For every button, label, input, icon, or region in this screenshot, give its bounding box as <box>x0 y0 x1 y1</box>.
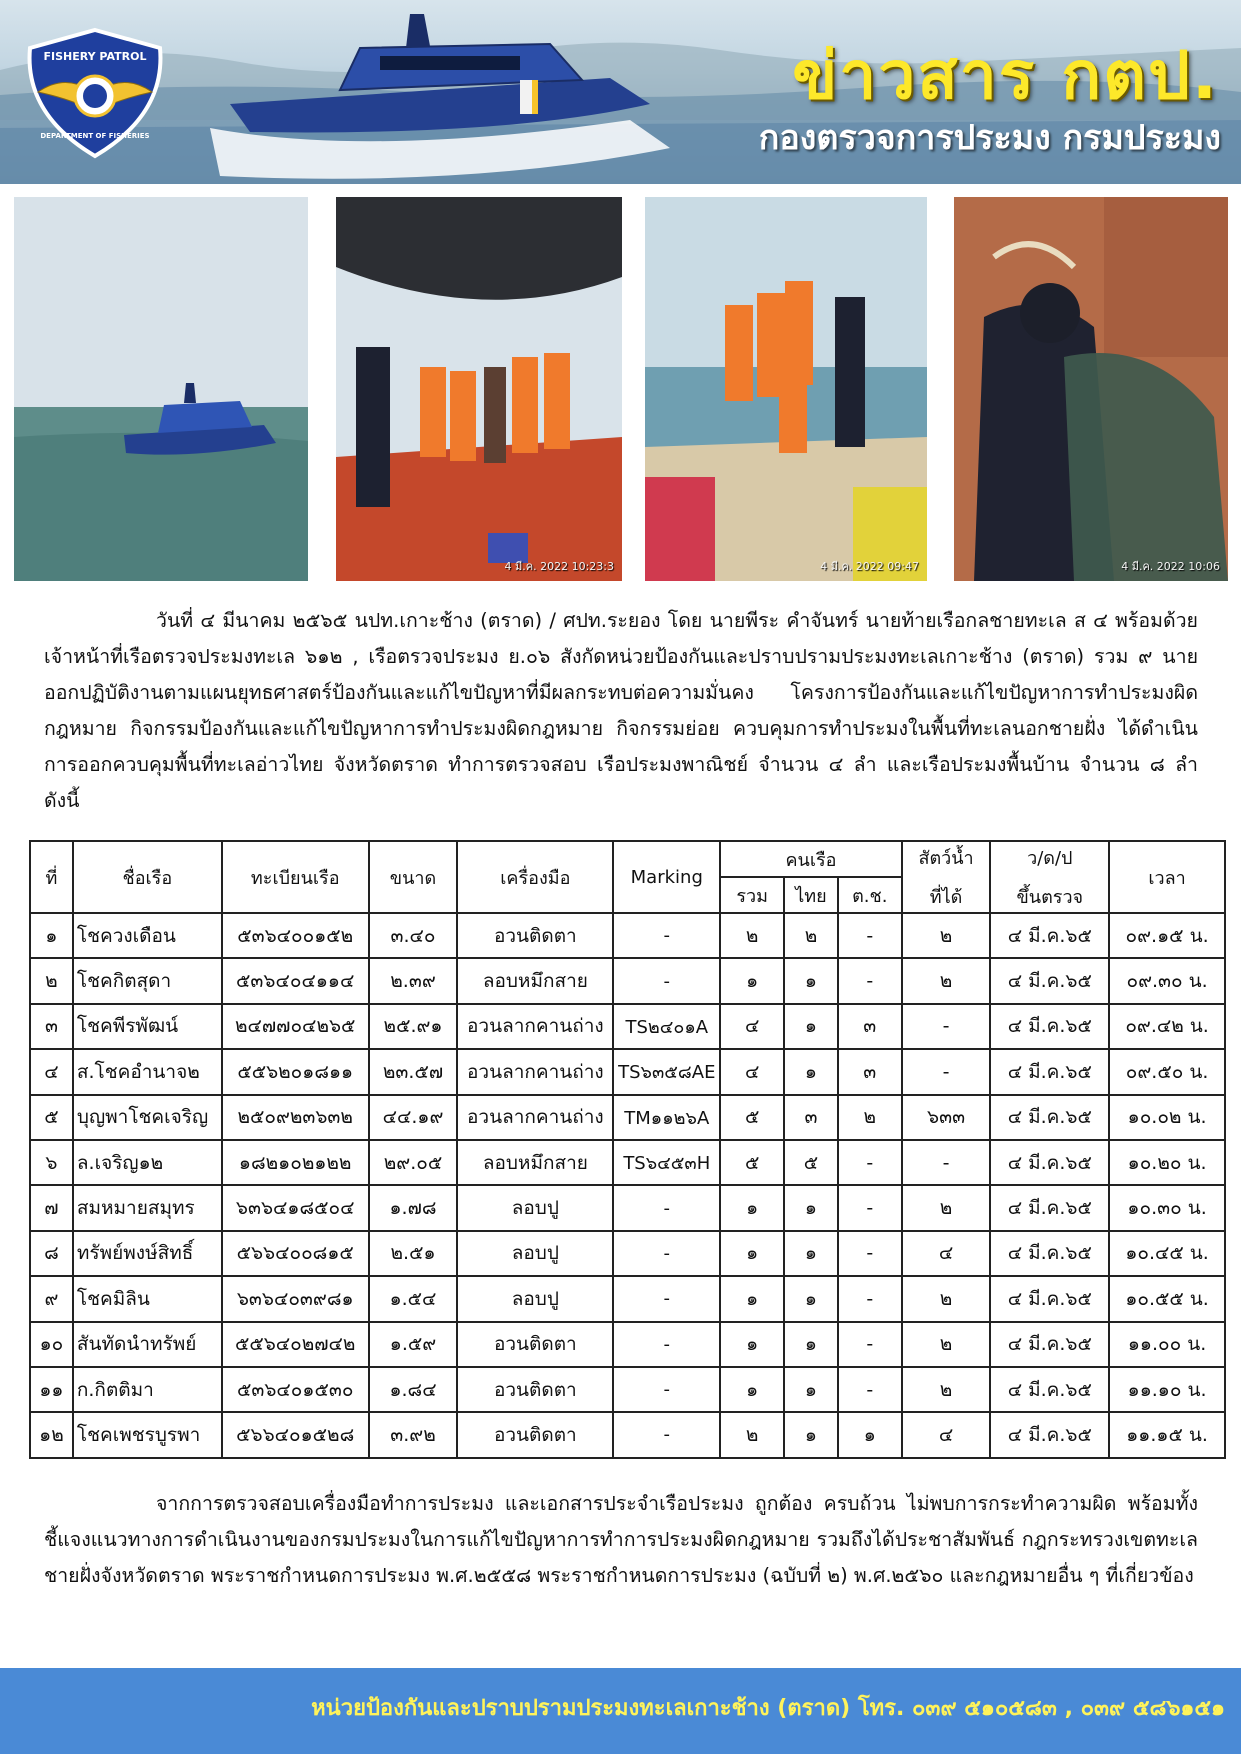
cell-registration: ๕๓๖๔๐๐๑๕๒ <box>222 913 369 958</box>
cell-crew-foreign: - <box>838 1322 902 1367</box>
cell-date: ๔ มี.ค.๖๕ <box>990 1231 1109 1276</box>
cell-marking: - <box>613 1412 720 1457</box>
cell-no: ๒ <box>30 958 73 1003</box>
table-row <box>30 913 1225 958</box>
cell-boat-name: ส.โชคอำนาจ๒ <box>73 1049 222 1094</box>
header-catch <box>902 841 991 913</box>
cell-time: ๑๐.๒๐ น. <box>1109 1140 1225 1185</box>
cell-gear: อวนลากคานถ่าง <box>457 1095 613 1140</box>
cell-date: ๔ มี.ค.๖๕ <box>990 1367 1109 1412</box>
header-catch-line2: ที่ได้ <box>929 887 963 908</box>
cell-crew-total: ๒ <box>720 1412 784 1457</box>
cell-crew-total: ๔ <box>720 1049 784 1094</box>
net-inspection-photo <box>954 197 1228 581</box>
cell-no: ๑ <box>30 913 73 958</box>
cell-time: ๐๙.๓๐ น. <box>1109 958 1225 1003</box>
cell-size: ๓.๙๒ <box>369 1412 458 1457</box>
table-row <box>30 958 1225 1003</box>
header-date-line2: ขึ้นตรวจ <box>1016 887 1084 908</box>
cell-crew-total: ๑ <box>720 1185 784 1230</box>
cell-size: ๒.๓๙ <box>369 958 458 1003</box>
cell-boat-name: ก.กิตติมา <box>73 1367 222 1412</box>
cell-date: ๔ มี.ค.๖๕ <box>990 1412 1109 1457</box>
cell-marking: - <box>613 1367 720 1412</box>
cell-time: ๑๐.๔๕ น. <box>1109 1231 1225 1276</box>
cell-size: ๒๕.๙๑ <box>369 1004 458 1049</box>
photo-timestamp: 4 มี.ค. 2022 09:47 <box>820 560 919 573</box>
table-row <box>30 1231 1225 1276</box>
header-time: เวลา <box>1109 841 1225 913</box>
cell-no: ๑๒ <box>30 1412 73 1457</box>
cell-date: ๔ มี.ค.๖๕ <box>990 1095 1109 1140</box>
cell-time: ๑๐.๐๒ น. <box>1109 1095 1225 1140</box>
cell-size: ๒.๕๑ <box>369 1231 458 1276</box>
cell-catch: ๒ <box>902 1185 991 1230</box>
cell-crew-foreign: ๓ <box>838 1049 902 1094</box>
cell-date: ๔ มี.ค.๖๕ <box>990 913 1109 958</box>
header-date <box>990 841 1109 913</box>
header-size: ขนาด <box>369 841 458 913</box>
cell-catch: ๒ <box>902 958 991 1003</box>
cell-marking: TS๖๔๕๓H <box>613 1140 720 1185</box>
cell-no: ๕ <box>30 1095 73 1140</box>
cell-no: ๑๐ <box>30 1322 73 1367</box>
cell-marking: - <box>613 1276 720 1321</box>
cell-crew-thai: ๑ <box>784 1004 838 1049</box>
cell-crew-foreign: - <box>838 958 902 1003</box>
header-gear: เครื่องมือ <box>457 841 613 913</box>
cell-size: ๑.๘๔ <box>369 1367 458 1412</box>
header-catch-line1: สัตว์น้ำ <box>918 848 974 869</box>
cell-catch: - <box>902 1140 991 1185</box>
fishery-patrol-logo <box>20 26 170 160</box>
cell-registration: ๕๖๖๔๐๐๘๑๕ <box>222 1231 369 1276</box>
header-crew: คนเรือ <box>720 841 901 877</box>
cell-crew-thai: ๑ <box>784 1231 838 1276</box>
cell-no: ๓ <box>30 1004 73 1049</box>
cell-boat-name: สมหมายสมุทร <box>73 1185 222 1230</box>
cell-crew-thai: ๑ <box>784 1412 838 1457</box>
cell-crew-thai: ๒ <box>784 913 838 958</box>
cell-crew-total: ๑ <box>720 1367 784 1412</box>
table-row <box>30 1049 1225 1094</box>
cell-marking: - <box>613 958 720 1003</box>
table-row <box>30 1185 1225 1230</box>
table-row <box>30 1140 1225 1185</box>
cell-crew-foreign: - <box>838 1231 902 1276</box>
patrol-boat-image <box>210 8 670 184</box>
header-crew-total: รวม <box>720 877 784 913</box>
header-date-line1: ว/ด/ป <box>1027 848 1073 869</box>
cell-registration: ๕๓๖๔๐๔๑๑๔ <box>222 958 369 1003</box>
footer-contact: หน่วยป้องกันและปราบปรามประมงทะเลเกาะช้าง (ตราด) โทร. ๐๓๙ ๕๑๐๕๘๓ , ๐๓๙ ๕๘๖๑๕๑ <box>311 1696 1225 1721</box>
cell-gear: อวนติดตา <box>457 1412 613 1457</box>
cell-gear: ลอบปู <box>457 1185 613 1230</box>
cell-marking: TS๖๓๕๘AE <box>613 1049 720 1094</box>
cell-gear: อวนติดตา <box>457 1367 613 1412</box>
cell-boat-name: ทรัพย์พงษ์สิทธิ์ <box>73 1231 222 1276</box>
newsletter-subtitle: กองตรวจการประมง กรมประมง <box>758 118 1221 158</box>
cell-size: ๔๔.๑๙ <box>369 1095 458 1140</box>
cell-gear: อวนลากคานถ่าง <box>457 1049 613 1094</box>
inspected-boats-table <box>29 840 1226 1459</box>
cell-gear: ลอบหมึกสาย <box>457 1140 613 1185</box>
cell-registration: ๒๕๐๙๒๓๖๓๒ <box>222 1095 369 1140</box>
crew-inspection-photo <box>336 197 622 581</box>
cell-crew-foreign: - <box>838 1276 902 1321</box>
cell-crew-foreign: - <box>838 1185 902 1230</box>
cell-date: ๔ มี.ค.๖๕ <box>990 1276 1109 1321</box>
cell-no: ๖ <box>30 1140 73 1185</box>
cell-crew-foreign: ๒ <box>838 1095 902 1140</box>
cell-crew-total: ๕ <box>720 1140 784 1185</box>
cell-date: ๔ มี.ค.๖๕ <box>990 958 1109 1003</box>
cell-catch: ๒ <box>902 1322 991 1367</box>
cell-marking: - <box>613 1185 720 1230</box>
cell-marking: - <box>613 1322 720 1367</box>
cell-no: ๘ <box>30 1231 73 1276</box>
table-header-row <box>30 841 1225 877</box>
patrol-boat-photo <box>14 197 308 581</box>
cell-registration: ๕๓๖๔๐๑๕๓๐ <box>222 1367 369 1412</box>
cell-time: ๐๙.๑๕ น. <box>1109 913 1225 958</box>
cell-catch: - <box>902 1004 991 1049</box>
cell-registration: ๖๓๖๔๐๓๙๘๑ <box>222 1276 369 1321</box>
cell-catch: ๖๓๓ <box>902 1095 991 1140</box>
cell-no: ๔ <box>30 1049 73 1094</box>
intro-paragraph: วันที่ ๔ มีนาคม ๒๕๖๕ นปท.เกาะช้าง (ตราด) / ศปท.ระยอง โดย นายพีระ คำจันทร์ นายท้ายเรือกลชายทะเล ส ๔ พร้อมด้วยเจ้าหน้าที่เรือตรวจประมงทะเล ๖๑๒ , เรือตรวจประมง ย.๐๖ สังกัดหน่วยป้องกันและปราบปรามประมงทะเลเกาะช้าง (ตราด) รวม ๙ นาย ออกปฏิบัติงานตามแผนยุทธศาสตร์ป้องกันและแก้ไขปัญหาที่มีผลกระทบต่อความมั่นคง โครงการป้องกันและแก้ไขปัญหาการทำประมงผิดกฎหมาย กิจกรรมป้องกันและแก้ไขปัญหาการทำประมงผิดกฎหมาย กิจกรรมย่อย ควบคุมการทำประมงในพื้นที่ทะเลนอกชายฝั่ง ได้ดำเนินการออกควบคุมพื้นที่ทะเลอ่าวไทย จังหวัดตราด ทำการตรวจสอบ เรือประมงพาณิชย์ จำนวน ๔ ลำ และเรือประมงพื้นบ้าน จำนวน ๘ ลำ ดังนี้ <box>44 609 1198 812</box>
newsletter-title: ข่าวสาร กตป. <box>792 37 1219 114</box>
cell-no: ๑๑ <box>30 1367 73 1412</box>
cell-size: ๑.๗๘ <box>369 1185 458 1230</box>
cell-catch: - <box>902 1049 991 1094</box>
cell-size: ๒๓.๕๗ <box>369 1049 458 1094</box>
cell-crew-total: ๑ <box>720 1231 784 1276</box>
cell-time: ๑๑.๑๐ น. <box>1109 1367 1225 1412</box>
header-no: ที่ <box>30 841 73 913</box>
cell-registration: ๕๕๖๒๐๑๘๑๑ <box>222 1049 369 1094</box>
footer-bar <box>0 1668 1241 1754</box>
header-marking: Marking <box>613 841 720 913</box>
cell-gear: อวนติดตา <box>457 1322 613 1367</box>
cell-crew-thai: ๑ <box>784 1322 838 1367</box>
cell-gear: อวนลากคานถ่าง <box>457 1004 613 1049</box>
header-boat-name: ชื่อเรือ <box>73 841 222 913</box>
cell-crew-thai: ๑ <box>784 1049 838 1094</box>
cell-size: ๑.๕๔ <box>369 1276 458 1321</box>
cell-marking: TM๑๑๒๖A <box>613 1095 720 1140</box>
cell-no: ๗ <box>30 1185 73 1230</box>
cell-registration: ๕๕๖๔๐๒๗๔๒ <box>222 1322 369 1367</box>
closing-paragraph: จากการตรวจสอบเครื่องมือทำการประมง และเอกสารประจำเรือประมง ถูกต้อง ครบถ้วน ไม่พบการกระทำความผิด พร้อมทั้งชี้แจงแนวทางการดำเนินงานของกรมประมงในการแก้ไขปัญหาการทำการประมงผิดกฎหมาย รวมถึงได้ประชาสัมพันธ์ กฎกระทรวงเขตทะเลชายฝั่งจังหวัดตราด พระราชกำหนดการประมง พ.ศ.๒๕๕๘ พระราชกำหนดการประมง (ฉบับที่ ๒) พ.ศ.๒๕๖๐ และกฎหมายอื่น ๆ ที่เกี่ยวข้อง <box>44 1492 1198 1587</box>
cell-time: ๑๑.๑๕ น. <box>1109 1412 1225 1457</box>
cell-crew-thai: ๓ <box>784 1095 838 1140</box>
table-row <box>30 1095 1225 1140</box>
table-row <box>30 1004 1225 1049</box>
cell-time: ๐๙.๔๒ น. <box>1109 1004 1225 1049</box>
cell-boat-name: บุญพาโชคเจริญ <box>73 1095 222 1140</box>
cell-boat-name: โชคเพชรบูรพา <box>73 1412 222 1457</box>
table-row <box>30 1412 1225 1457</box>
cell-date: ๔ มี.ค.๖๕ <box>990 1185 1109 1230</box>
cell-time: ๑๑.๐๐ น. <box>1109 1322 1225 1367</box>
cell-gear: ลอบปู <box>457 1231 613 1276</box>
cell-date: ๔ มี.ค.๖๕ <box>990 1004 1109 1049</box>
cell-crew-thai: ๑ <box>784 1185 838 1230</box>
cell-boat-name: ล.เจริญ๑๒ <box>73 1140 222 1185</box>
header-crew-foreign: ต.ช. <box>838 877 902 913</box>
cell-catch: ๒ <box>902 1276 991 1321</box>
cell-time: ๐๙.๕๐ น. <box>1109 1049 1225 1094</box>
cell-crew-foreign: ๑ <box>838 1412 902 1457</box>
cell-catch: ๒ <box>902 1367 991 1412</box>
cell-gear: ลอบปู <box>457 1276 613 1321</box>
cell-size: ๓.๔๐ <box>369 913 458 958</box>
cell-crew-thai: ๕ <box>784 1140 838 1185</box>
cell-crew-total: ๑ <box>720 958 784 1003</box>
header-crew-thai: ไทย <box>784 877 838 913</box>
crew-lifejackets-photo <box>645 197 927 581</box>
cell-date: ๔ มี.ค.๖๕ <box>990 1140 1109 1185</box>
cell-crew-foreign: - <box>838 1140 902 1185</box>
cell-crew-foreign: - <box>838 1367 902 1412</box>
cell-gear: ลอบหมึกสาย <box>457 958 613 1003</box>
cell-registration: ๕๖๖๔๐๑๕๒๘ <box>222 1412 369 1457</box>
logo-bottom-text: DEPARTMENT OF FISHERIES <box>40 132 150 140</box>
cell-registration: ๖๓๖๔๑๘๕๐๔ <box>222 1185 369 1230</box>
cell-crew-thai: ๑ <box>784 958 838 1003</box>
cell-catch: ๔ <box>902 1412 991 1457</box>
header-banner <box>0 0 1241 184</box>
cell-crew-foreign: - <box>838 913 902 958</box>
cell-catch: ๒ <box>902 913 991 958</box>
photo-timestamp: 4 มี.ค. 2022 10:23:3 <box>504 560 614 573</box>
cell-date: ๔ มี.ค.๖๕ <box>990 1322 1109 1367</box>
cell-marking: - <box>613 1231 720 1276</box>
cell-time: ๑๐.๕๕ น. <box>1109 1276 1225 1321</box>
logo-top-text: FISHERY PATROL <box>43 50 147 63</box>
cell-crew-thai: ๑ <box>784 1276 838 1321</box>
cell-boat-name: โชคพีรพัฒน์ <box>73 1004 222 1049</box>
table-row <box>30 1367 1225 1412</box>
cell-crew-total: ๕ <box>720 1095 784 1140</box>
cell-crew-thai: ๑ <box>784 1367 838 1412</box>
cell-gear: อวนติดตา <box>457 913 613 958</box>
cell-size: ๒๙.๐๕ <box>369 1140 458 1185</box>
cell-boat-name: โชควงเดือน <box>73 913 222 958</box>
cell-size: ๑.๕๙ <box>369 1322 458 1367</box>
cell-crew-total: ๑ <box>720 1276 784 1321</box>
cell-boat-name: โชคมิลิน <box>73 1276 222 1321</box>
cell-catch: ๔ <box>902 1231 991 1276</box>
cell-crew-foreign: ๓ <box>838 1004 902 1049</box>
cell-marking: - <box>613 913 720 958</box>
cell-registration: ๑๘๒๑๐๒๑๒๒ <box>222 1140 369 1185</box>
cell-date: ๔ มี.ค.๖๕ <box>990 1049 1109 1094</box>
cell-no: ๙ <box>30 1276 73 1321</box>
cell-time: ๑๐.๓๐ น. <box>1109 1185 1225 1230</box>
cell-crew-total: ๑ <box>720 1322 784 1367</box>
table-row <box>30 1276 1225 1321</box>
cell-boat-name: สันทัดนำทรัพย์ <box>73 1322 222 1367</box>
table-row <box>30 1322 1225 1367</box>
header-registration: ทะเบียนเรือ <box>222 841 369 913</box>
cell-crew-total: ๒ <box>720 913 784 958</box>
cell-boat-name: โชคกิตสุดา <box>73 958 222 1003</box>
cell-marking: TS๒๔๐๑A <box>613 1004 720 1049</box>
cell-crew-total: ๔ <box>720 1004 784 1049</box>
cell-registration: ๒๔๗๗๐๔๒๖๕ <box>222 1004 369 1049</box>
photo-timestamp: 4 มี.ค. 2022 10:06 <box>1121 560 1220 573</box>
